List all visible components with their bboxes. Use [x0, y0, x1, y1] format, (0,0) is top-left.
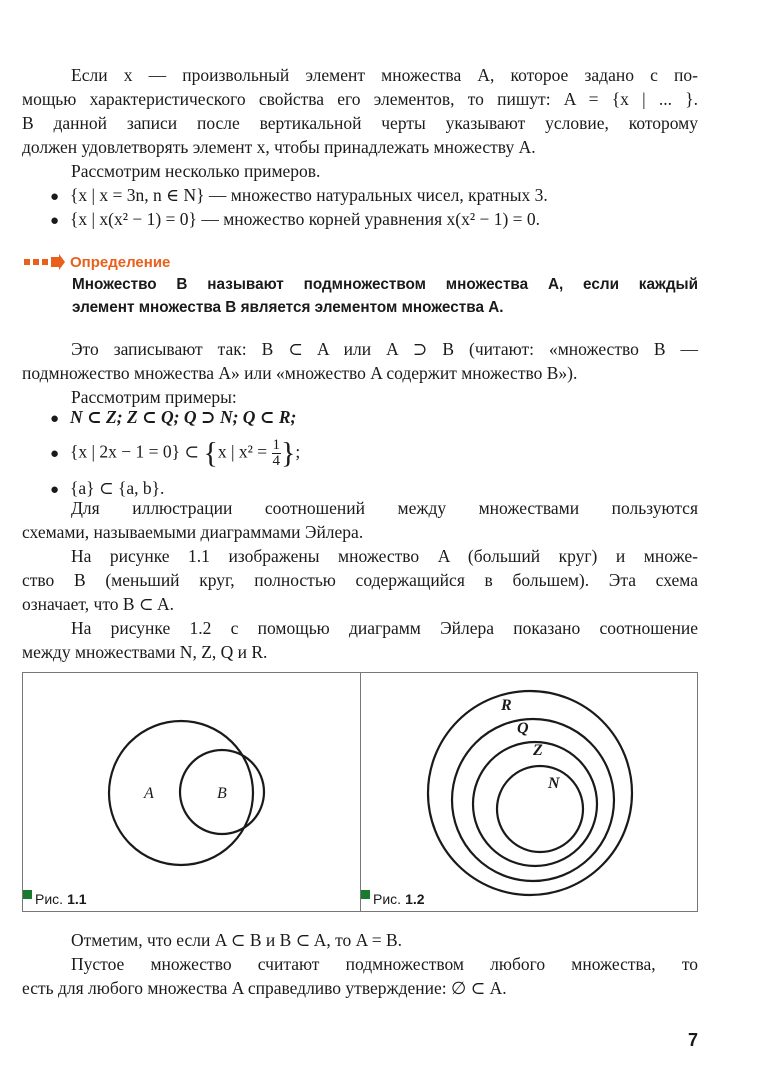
set-tail: ; — [295, 441, 301, 462]
example-item — [50, 207, 540, 233]
label-a: A — [144, 785, 154, 802]
euler-paragraph — [22, 496, 698, 664]
closing-line-2: Пустое множество считают подмножеством любого множества, то — [71, 954, 698, 974]
page-number: 7 — [687, 1030, 698, 1050]
intro-paragraph — [22, 63, 698, 183]
example-item — [50, 438, 300, 469]
bullet-icon: ● — [50, 213, 60, 229]
arrow-icon — [22, 253, 66, 271]
figures-frame — [22, 672, 698, 912]
fig1-line-1: На рисунке 1.1 изображены множество A (больший круг) и множе- — [71, 546, 698, 566]
example-text: {x | x(x² − 1) = 0} — множество корней уравнения x(x² − 1) = 0. — [70, 209, 541, 229]
set-condition: x | x² = — [217, 441, 268, 462]
euler-line-1: Для иллюстрации соотношений между множествами пользуются — [71, 498, 698, 518]
fraction — [272, 438, 282, 469]
label-r: R — [501, 697, 512, 714]
fig2-line-1: На рисунке 1.2 с помощью диаграмм Эйлера показано соотношение — [71, 618, 698, 638]
caption-marker-icon — [361, 890, 370, 899]
example-text: {a} ⊂ {a, b}. — [70, 478, 165, 498]
example-text: {x | x = 3n, n ∈ N} — множество натуральных чисел, кратных 3. — [70, 185, 548, 205]
bullet-icon: ● — [50, 445, 60, 462]
examples-label: Рассмотрим несколько примеров. — [71, 161, 321, 181]
closing-paragraph — [22, 928, 698, 1000]
intro-line-3: В данной записи после вертикальной черты указывают условие, которому — [22, 113, 698, 133]
fig1-line-2: ство B (меньший круг, полностью содержащийся в большем). Эта схема — [22, 570, 698, 590]
label-z: Z — [533, 742, 543, 759]
set-r-circle — [428, 691, 632, 895]
label-n: N — [548, 775, 560, 792]
examples-label: Рассмотрим примеры: — [71, 387, 237, 407]
fraction-denominator: 4 — [272, 453, 280, 469]
caption-marker-icon — [23, 890, 32, 899]
example-text: N ⊂ Z; Z ⊂ Q; Q ⊃ N; Q ⊂ R; — [70, 407, 297, 427]
intro-line-4: должен удовлетворять элемент x, чтобы принадлежать множеству A. — [22, 137, 536, 157]
set-z-circle — [473, 742, 597, 866]
fraction-numerator: 1 — [272, 437, 280, 453]
bullet-icon: ● — [50, 411, 60, 427]
notation-line-1: Это записывают так: B ⊂ A или A ⊃ B (читают: «множество B — — [71, 339, 698, 359]
caption-number: 1.1 — [67, 891, 87, 907]
example-item — [50, 183, 548, 209]
definition-title: Определение — [70, 253, 171, 271]
definition-text — [72, 273, 698, 319]
example-text: {x | 2x − 1 = 0} ⊂ — [70, 441, 200, 462]
euler-diagrams — [23, 673, 697, 911]
notation-line-2: подмножество множества A» или «множество A содержит множество B»). — [22, 363, 578, 383]
bullet-icon: ● — [50, 482, 60, 498]
closing-line-3: есть для любого множества A справедливо утверждение: ∅ ⊂ A. — [22, 978, 507, 998]
figure-caption — [23, 891, 87, 907]
example-item — [50, 405, 296, 431]
fig1-line-3: означает, что B ⊂ A. — [22, 594, 174, 614]
definition-line-2: элемент множества B является элементом множества A. — [72, 299, 504, 316]
notation-paragraph — [22, 337, 698, 409]
caption-number: 1.2 — [405, 891, 425, 907]
brace-close-icon: } — [281, 436, 296, 470]
intro-line-1: Если x — произвольный элемент множества A, которое задано с по- — [71, 65, 698, 85]
caption-prefix: Рис. — [373, 891, 402, 907]
figure-caption — [361, 891, 425, 907]
label-q: Q — [517, 720, 529, 737]
label-b: B — [217, 785, 227, 802]
bullet-icon: ● — [50, 189, 60, 205]
brace-open-icon: { — [203, 436, 218, 470]
caption-prefix: Рис. — [35, 891, 64, 907]
set-n-circle — [497, 766, 583, 852]
closing-line-1: Отметим, что если A ⊂ B и B ⊂ A, то A = B. — [71, 930, 403, 950]
intro-line-2: мощью характеристического свойства его элементов, то пишут: A = {x | ... }. — [22, 89, 698, 109]
euler-line-2: схемами, называемыми диаграммами Эйлера. — [22, 522, 364, 542]
definition-header — [22, 251, 170, 273]
definition-line-1: Множество B называют подмножеством множества A, если каждый — [72, 276, 698, 293]
fig2-line-2: между множествами N, Z, Q и R. — [22, 642, 268, 662]
